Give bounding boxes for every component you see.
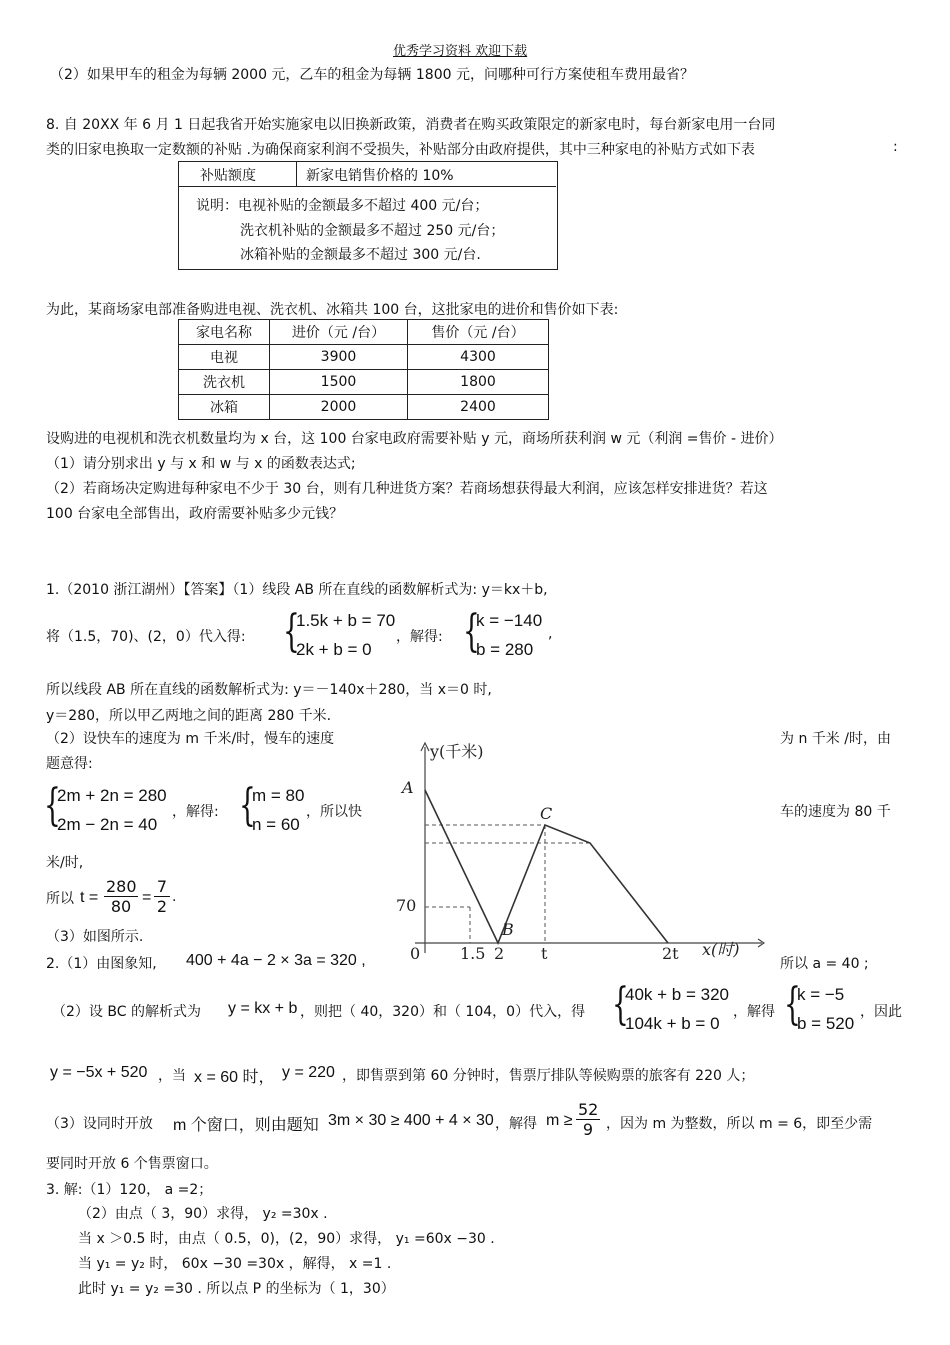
system-eq: b = 520 xyxy=(797,1014,855,1033)
numerator: 52 xyxy=(578,1100,599,1119)
brace-icon: { xyxy=(283,606,300,657)
table-cell: 4300 xyxy=(408,345,549,370)
q8-sub2b: 100 台家电全部售出，政府需要补贴多少元钱？ xyxy=(46,506,344,522)
ans2-line4c: ，因为 m 为整数，所以 m = 6，即至少需 xyxy=(606,1116,873,1132)
ans2-line3a: ，当 xyxy=(158,1068,186,1084)
ans1-line2c: , xyxy=(548,626,553,642)
denominator: 9 xyxy=(582,1120,594,1139)
table-cell: 1500 xyxy=(270,370,408,395)
denominator: 2 xyxy=(156,897,168,916)
table-cell: 电视 xyxy=(179,345,270,370)
ans2-eq4: x = 60 时， xyxy=(194,1069,275,1086)
table-cell: 洗衣机 xyxy=(179,370,270,395)
tick-0: 0 xyxy=(410,944,421,963)
subsidy-value: 新家电销售价格的 10% xyxy=(306,168,454,184)
brace-icon: { xyxy=(239,780,256,831)
ans2-eq8: m ≥ xyxy=(546,1112,573,1129)
denominator: 80 xyxy=(110,897,132,916)
ans3-line1: 3. 解:（1）120， a =2； xyxy=(46,1182,213,1198)
q8-line3: 为此，某商场家电部准备购进电视、洗衣机、冰箱共 100 台，这批家电的进价和售价如下表: xyxy=(46,302,619,318)
ans1-line3: 所以线段 AB 所在直线的函数解析式为: y＝－140x＋280，当 x＝0 时, xyxy=(46,682,492,698)
ans2-line2d: ，因此 xyxy=(860,1004,902,1020)
point-B: B xyxy=(502,920,514,939)
numerator: 7 xyxy=(154,877,170,897)
ans2-eq5: y = 220 xyxy=(282,1064,335,1081)
brace-icon: { xyxy=(612,979,629,1030)
q7-part2: （2）如果甲车的租金为每辆 2000 元，乙车的租金为每辆 1800 元，问哪种可行方案使租车费用最省？ xyxy=(50,67,694,83)
q8-line4: 设购进的电视机和洗衣机数量均为 x 台，这 100 台家电政府需要补贴 y 元，商场所获利润 w 元（利润 =售价 - 进价） xyxy=(46,431,783,447)
page-header: 优秀学习资料 欢迎下载 xyxy=(393,44,528,59)
system-eq: 2k + b = 0 xyxy=(296,640,372,659)
ans3-line2: （2）由点（ 3，90）求得， y₂ =30x . xyxy=(78,1206,328,1222)
ans1-line8: 米/时, xyxy=(46,855,84,871)
q8-line2: 类的旧家电换取一定数额的补贴 .为确保商家利润不受损失，补贴部分由政府提供，其中三种家电的补贴方式如下表 xyxy=(46,142,755,158)
q8-sub1: （1）请分别求出 y 与 x 和 w 与 x 的函数表达式; xyxy=(46,456,356,472)
tick-2: 2 xyxy=(494,944,505,963)
tick-70: 70 xyxy=(396,896,417,915)
ans2-line1a: 2.（1）由图象知, xyxy=(46,956,157,972)
ans1-line7b: ，所以快 xyxy=(306,804,362,820)
system-eq: 1.5k + b = 70 xyxy=(296,611,396,630)
price-table xyxy=(178,319,549,420)
ans3-line4: 当 y₁ = y₂ 时， 60x −30 =30x ，解得， x =1 . xyxy=(78,1256,392,1272)
system-eq: b = 280 xyxy=(476,640,534,659)
ans2-eq7: 3m × 30 ≥ 400 + 4 × 30 xyxy=(328,1112,494,1129)
brace-icon: { xyxy=(784,979,801,1030)
system-eq: m = 80 xyxy=(252,786,305,805)
x-axis-label: x(时) xyxy=(702,940,740,959)
table-row xyxy=(179,395,549,420)
table-row xyxy=(179,370,549,395)
system-eq: n = 60 xyxy=(252,815,300,834)
ans1-line1: 1.（2010 浙江湖州）【答案】（1）线段 AB 所在直线的函数解析式为: y＝kx＋b, xyxy=(46,582,548,598)
system-eq: 104k + b = 0 xyxy=(625,1014,720,1033)
ans1-line5a: （2）设快车的速度为 m 千米/时，慢车的速度 xyxy=(46,731,335,747)
ans2-eq3: y = −5x + 520 xyxy=(50,1064,148,1081)
system-eq: k = −140 xyxy=(476,611,543,630)
ans2-line4a: （3）设同时开放 xyxy=(46,1116,153,1132)
table-cell: 1800 xyxy=(408,370,549,395)
ans2-line4b: ，解得 xyxy=(495,1116,537,1132)
ans2-line2a: （2）设 BC 的解析式为 xyxy=(52,1004,201,1020)
system-eq: 2m + 2n = 280 xyxy=(57,786,167,805)
table-cell: 3900 xyxy=(270,345,408,370)
numerator: 280 xyxy=(106,877,137,896)
q8-colon: : xyxy=(893,139,898,155)
equals: = xyxy=(142,889,152,906)
subsidy-label: 补贴额度 xyxy=(200,168,256,184)
table-header-row xyxy=(179,320,549,345)
ans2-line2c: ，解得 xyxy=(733,1004,775,1020)
ans2-eq6: m 个窗口，则由题知 xyxy=(173,1117,319,1134)
brace-icon: { xyxy=(463,606,480,657)
ans1-line4: y＝280，所以甲乙两地之间的距离 280 千米. xyxy=(46,708,332,724)
table-cell: 2400 xyxy=(408,395,549,420)
ans1-line10: （3）如图所示. xyxy=(46,929,144,945)
note-fridge: 冰箱补贴的金额最多不超过 300 元/台. xyxy=(240,247,481,263)
ans3-line5: 此时 y₁ = y₂ =30 . 所以点 P 的坐标为（ 1，30） xyxy=(78,1281,395,1297)
q8-sub2: （2）若商场决定购进每种家电不少于 30 台，则有几种进货方案？若商场想获得最大利润，应该怎样安排进货？若这 xyxy=(46,481,768,497)
tick-1.5: 1.5 xyxy=(460,944,486,963)
ans2-line3b: ，即售票到第 60 分钟时，售票厅排队等候购票的旅客有 220 人； xyxy=(342,1068,755,1084)
table-header: 售价（元 /台） xyxy=(408,320,549,345)
ans2-eq2: y = kx + b xyxy=(228,1000,298,1017)
ans1-line7a: ，解得: xyxy=(172,804,219,820)
fraction xyxy=(154,877,170,916)
ans2-eq1: 400 + 4a − 2 × 3a = 320 , xyxy=(186,952,366,969)
distance-time-graph xyxy=(390,735,770,965)
q8-line1: 8. 自 20XX 年 6 月 1 日起我省开始实施家电以旧换新政策，消费者在购买政策限定的新家电时，每台新家电用一台同 xyxy=(46,117,776,133)
table-header: 家电名称 xyxy=(179,320,270,345)
t-label: t = xyxy=(80,889,99,906)
table-cell: 2000 xyxy=(270,395,408,420)
system-eq: k = −5 xyxy=(797,985,845,1004)
system-eq: 40k + b = 320 xyxy=(625,985,729,1004)
table-header: 进价（元 /台） xyxy=(270,320,408,345)
point-A: A xyxy=(402,778,414,797)
ans2-line5: 要同时开放 6 个售票窗口。 xyxy=(46,1156,218,1172)
ans1-line5b: 为 n 千米 /时，由 xyxy=(780,731,891,747)
note-washer: 洗衣机补贴的金额最多不超过 250 元/台； xyxy=(240,223,505,239)
ans2-line1b: 所以 a = 40 ; xyxy=(780,956,869,972)
tick-t: t xyxy=(541,944,548,963)
ans1-line2a: 将（1.5，70)、(2，0）代入得: xyxy=(46,629,246,645)
ans1-line6: 题意得: xyxy=(46,756,93,772)
fraction xyxy=(576,1100,600,1139)
ans1-line9a: 所以 xyxy=(46,891,74,907)
ans1-line7c: 车的速度为 80 千 xyxy=(780,804,891,820)
tick-2t: 2t xyxy=(662,944,679,963)
ans3-line3: 当 x ＞0.5 时，由点（ 0.5，0)，(2，90）求得， y₁ =60x −30 . xyxy=(78,1231,495,1247)
y-axis-label: y(千米) xyxy=(430,742,484,761)
ans1-line2b: ，解得: xyxy=(396,629,443,645)
table-cell: 冰箱 xyxy=(179,395,270,420)
ans2-line2b: ，则把（ 40，320）和（ 104，0）代入，得 xyxy=(300,1004,586,1020)
period: . xyxy=(172,889,177,905)
brace-icon: { xyxy=(44,780,61,831)
system-eq: 2m − 2n = 40 xyxy=(57,815,158,834)
fraction xyxy=(104,877,138,916)
point-C: C xyxy=(540,804,553,823)
table-row xyxy=(179,345,549,370)
note-tv: 说明：电视补贴的金额最多不超过 400 元/台； xyxy=(196,198,489,214)
